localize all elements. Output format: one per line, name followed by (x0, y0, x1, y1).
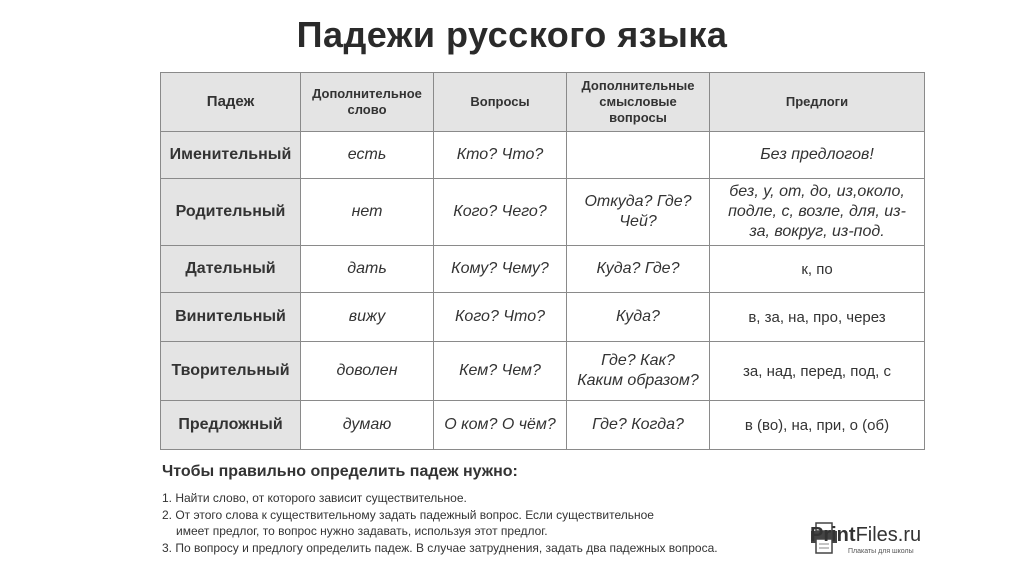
rule-item: имеет предлог, то вопрос нужно задавать, используя этот предлог. (176, 524, 548, 538)
case-questions: Кого? Что? (434, 293, 567, 342)
case-name: Винительный (161, 293, 301, 342)
prepositions: за, над, перед, под, с (710, 342, 925, 401)
additional-word: доволен (301, 342, 434, 401)
table-row (161, 342, 925, 401)
case-name: Дательный (161, 246, 301, 293)
additional-word: дать (301, 246, 434, 293)
extra-questions: Куда? (567, 293, 710, 342)
logo-brand-bold: Print (810, 524, 856, 546)
case-name: Родительный (161, 179, 301, 246)
logo-brand (810, 524, 921, 547)
case-name: Предложный (161, 401, 301, 450)
prepositions: к, по (710, 246, 925, 293)
printfiles-logo (808, 520, 928, 560)
page-title: Падежи русского языка (296, 14, 728, 55)
header-additional-word: Дополнительное слово (301, 73, 434, 132)
additional-word: нет (301, 179, 434, 246)
extra-questions: Где? Когда? (567, 401, 710, 450)
extra-questions: Где? Как? Каким образом? (567, 342, 710, 401)
rule-item: 3. По вопросу и предлогу определить падеж. В случае затруднения, задать два падежных вопроса. (162, 540, 718, 555)
extra-questions: Откуда? Где? Чей? (567, 179, 710, 246)
table-header-row (161, 73, 925, 132)
rules-list (162, 490, 802, 556)
additional-word: вижу (301, 293, 434, 342)
cases-table (160, 72, 925, 450)
logo-brand-rest: Files.ru (855, 524, 922, 546)
extra-questions: Куда? Где? (567, 246, 710, 293)
case-questions: Кто? Что? (434, 132, 567, 179)
header-questions: Вопросы (434, 73, 567, 132)
table-row (161, 246, 925, 293)
prepositions: без, у, от, до, из,около, подле, с, возле, для, из-за, вокруг, из-под. (710, 179, 925, 246)
header-case: Падеж (161, 73, 301, 132)
table-row (161, 293, 925, 342)
case-questions: Кем? Чем? (434, 342, 567, 401)
prepositions: в, за, на, про, через (710, 293, 925, 342)
additional-word: думаю (301, 401, 434, 450)
prepositions: Без предлогов! (710, 132, 925, 179)
table-row (161, 179, 925, 246)
logo-tagline: Плакаты для школы (848, 548, 914, 555)
case-questions: О ком? О чём? (434, 401, 567, 450)
table-row (161, 401, 925, 450)
case-questions: Кому? Чему? (434, 246, 567, 293)
rule-item: 2. От этого слова к существительному задать падежный вопрос. Если существительное (162, 507, 654, 522)
case-name: Именительный (161, 132, 301, 179)
prepositions: в (во), на, при, о (об) (710, 401, 925, 450)
rule-item: 1. Найти слово, от которого зависит существительное. (162, 491, 467, 505)
case-questions: Кого? Чего? (434, 179, 567, 246)
case-name: Творительный (161, 342, 301, 401)
additional-word: есть (301, 132, 434, 179)
extra-questions (567, 132, 710, 179)
rules-title: Чтобы правильно определить падеж нужно: (162, 463, 518, 480)
header-extra-questions: Дополнительные смысловые вопросы (567, 73, 710, 132)
table-row (161, 132, 925, 179)
header-prepositions: Предлоги (710, 73, 925, 132)
